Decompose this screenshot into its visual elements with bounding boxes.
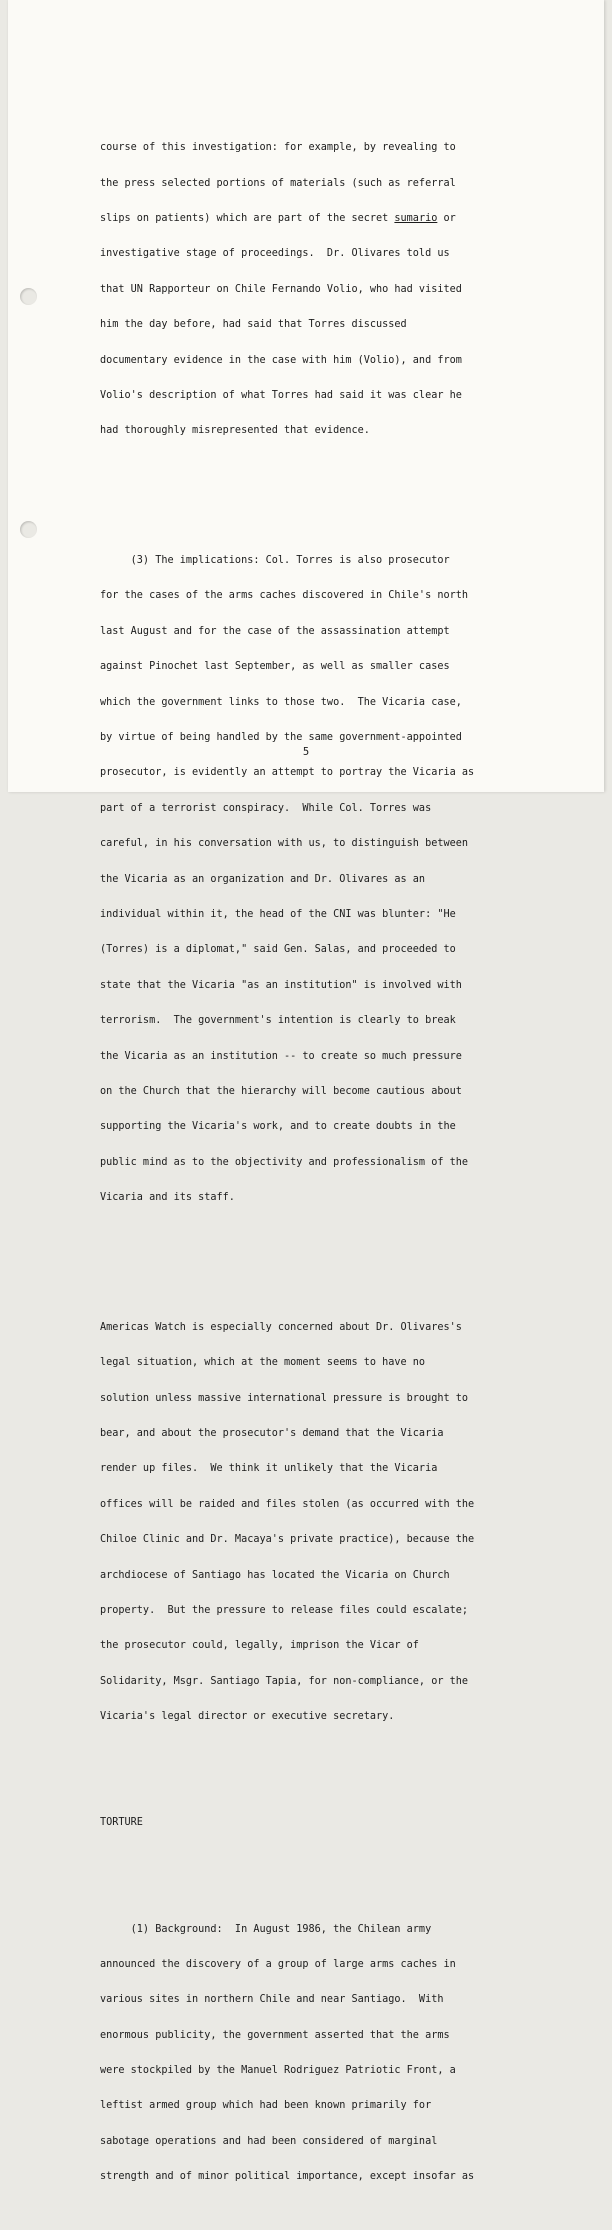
text-line: (1) Background: In August 1986, the Chilean army [100,1923,432,1935]
text-line: that UN Rapporteur on Chile Fernando Volio, who had visited [100,283,462,295]
text-line: were stockpiled by the Manuel Rodriguez Patriotic Front, a [100,2065,456,2077]
text-line: archdiocese of Santiago has located the Vicaria on Church [100,1569,450,1581]
body-text [100,95,560,2230]
document-page [8,0,604,2183]
text-line: supporting the Vicaria's work, and to create doubts in the [100,1121,456,1133]
text-span: or [437,212,456,224]
text-line: last August and for the case of the assassination attempt [100,625,450,637]
punch-hole-upper [20,288,37,305]
text-line: documentary evidence in the case with him (Volio), and from [100,354,462,366]
text-span: slips on patients) which are part of the secret [100,212,395,224]
text-line: Vicaria's legal director or executive secretary. [100,1711,395,1723]
text-line: legal situation, which at the moment seems to have no [100,1357,426,1369]
text-line: (3) The implications: Col. Torres is also prosecutor [100,555,450,567]
text-line: various sites in northern Chile and near Santiago. With [100,1994,444,2006]
text-line: the press selected portions of materials (such as referral [100,177,456,189]
text-line: (Torres) is a diplomat," said Gen. Salas, and proceeded to [100,944,456,956]
text-line: course of this investigation: for example, by revealing to [100,142,456,154]
text-line: the Vicaria as an organization and Dr. Olivares as an [100,873,426,885]
text-line: careful, in his conversation with us, to distinguish between [100,838,469,850]
underlined-term: sumario [394,212,438,224]
text-line: offices will be raided and files stolen (as occurred with the [100,1498,475,1510]
text-line: leftist armed group which had been known primarily for [100,2100,432,2112]
text-line: Solidarity, Msgr. Santiago Tapia, for non-compliance, or the [100,1675,469,1687]
text-line: Volio's description of what Torres had said it was clear he [100,389,462,401]
punch-hole-lower [20,521,37,538]
text-line [100,213,560,225]
text-line: the Vicaria as an institution -- to create so much pressure [100,1050,462,1062]
text-line: had thoroughly misrepresented that evidence. [100,425,370,437]
text-line: the prosecutor could, legally, imprison the Vicar of [100,1640,419,1652]
paragraph-investigation [100,119,560,461]
text-line: solution unless massive international pressure is brought to [100,1392,469,1404]
text-line: public mind as to the objectivity and professionalism of the [100,1156,469,1168]
text-line: him the day before, had said that Torres discussed [100,319,407,331]
text-line: by virtue of being handled by the same government-appointed [100,732,462,744]
text-line: bear, and about the prosecutor's demand that the Vicaria [100,1428,444,1440]
text-line: Vicaria and its staff. [100,1192,235,1204]
text-line: sabotage operations and had been considered of marginal [100,2135,438,2147]
text-line: state that the Vicaria "as an institution" is involved with [100,979,462,991]
text-line: strength and of minor political importance, except insofar as [100,2171,475,2183]
text-line: which the government links to those two. The Vicaria case, [100,696,462,708]
text-line: property. But the pressure to release files could escalate; [100,1605,469,1616]
text-line: part of a terrorist conspiracy. While Col. Torres was [100,802,432,814]
text-line: on the Church that the hierarchy will become cautious about [100,1085,462,1097]
text-line: for the cases of the arms caches discovered in Chile's north [100,590,469,602]
page-number: 5 [302,746,310,758]
text-line: render up files. We think it unlikely that the Vicaria [100,1463,438,1475]
text-line: Chiloe Clinic and Dr. Macaya's private practice), because the [100,1534,475,1546]
text-line: against Pinochet last September, as well as smaller cases [100,661,450,673]
text-line: Americas Watch is especially concerned about Dr. Olivares's [100,1321,462,1333]
text-line: individual within it, the head of the CNI was blunter: "He [100,908,456,920]
text-line: prosecutor, is evidently an attempt to portray the Vicaria as [100,767,475,779]
text-line: investigative stage of proceedings. Dr. Olivares told us [100,248,450,260]
paragraph-americas-watch [100,1298,560,1746]
text-line: enormous publicity, the government asserted that the arms [100,2029,450,2041]
section-heading-torture: TORTURE [100,1817,143,1829]
paragraph-implications [100,531,560,1227]
paragraph-background [100,1900,560,2207]
text-line: terrorism. The government's intention is clearly to break [100,1015,456,1027]
text-line: announced the discovery of a group of large arms caches in [100,1958,456,1970]
